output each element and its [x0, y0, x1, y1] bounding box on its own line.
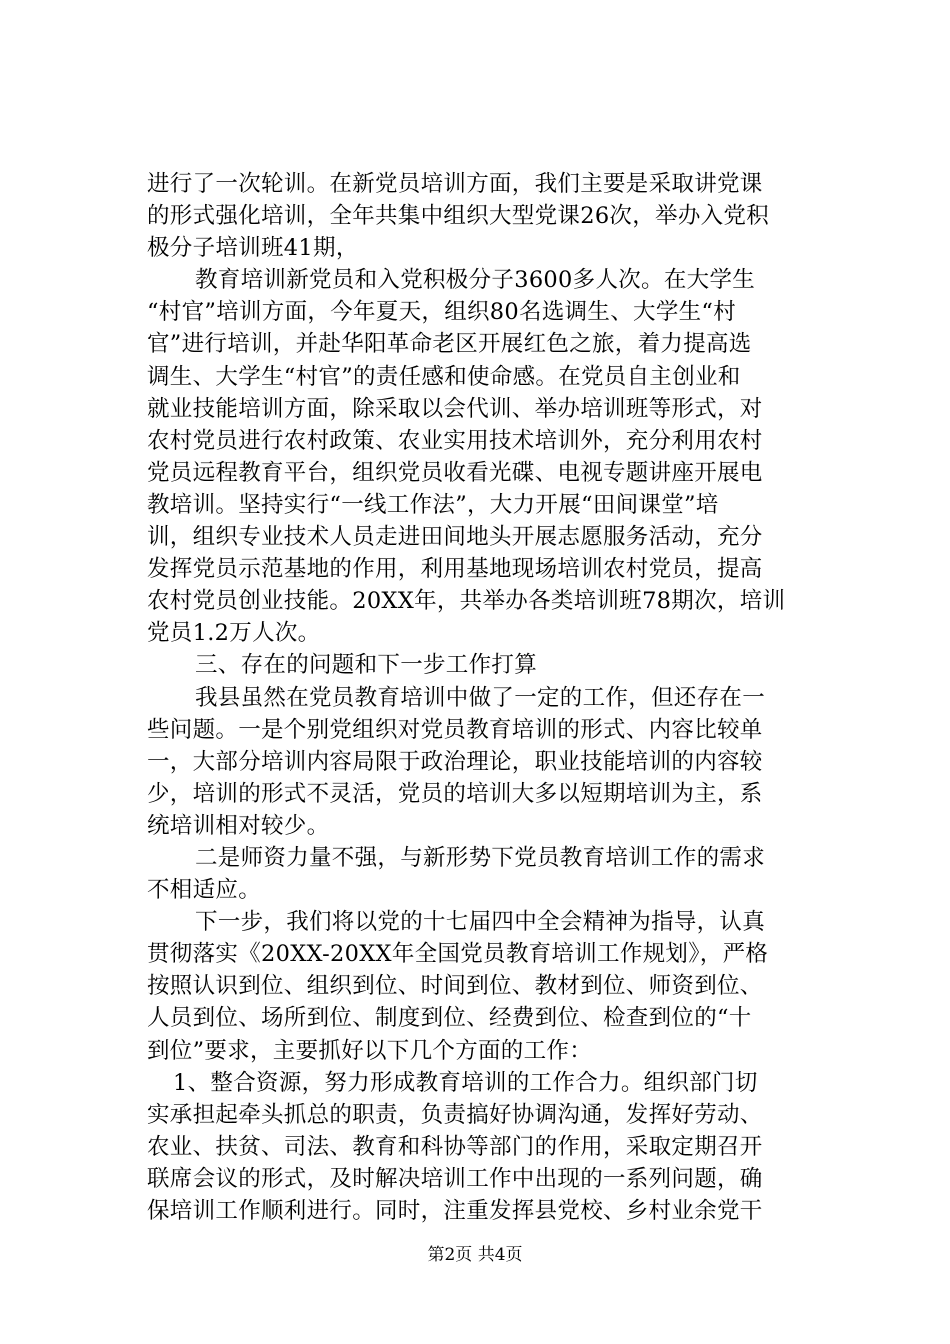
text-line: 发挥党员示范基地的作用，利用基地现场培训农村党员，提高 — [147, 556, 763, 583]
text-line: 官”进行培训，并赴华阳革命老区开展红色之旅，着力提高选 — [147, 331, 752, 358]
text-line: 贯彻落实《20XX-20XX年全国党员教育培训工作规划》，严格 — [147, 941, 769, 968]
text-line: “村官”培训方面，今年夏天，组织80名选调生、大学生“村 — [147, 299, 737, 326]
text-line: 的形式强化培训，全年共集中组织大型党课26次，举办入党积 — [147, 203, 770, 230]
text-line: 农村党员进行农村政策、农业实用技术培训外，充分利用农村 — [147, 427, 763, 454]
text-line: 保培训工作顺利进行。同时，注重发挥县党校、乡村业余党干 — [147, 1198, 763, 1224]
text-line: 党员远程教育平台，组织党员收看光碟、电视专题讲座开展电 — [147, 459, 763, 486]
text-line: 三、存在的问题和下一步工作打算 — [195, 652, 538, 679]
text-line: 不相适应。 — [147, 877, 262, 904]
text-line: 少，培训的形式不灵活，党员的培训大多以短期培训为主，系 — [147, 780, 763, 807]
text-line: 教育培训新党员和入党积极分子3600多人次。在大学生 — [195, 267, 756, 294]
text-line: 1、整合资源，努力形成教育培训的工作合力。组织部门切 — [173, 1069, 758, 1096]
text-line: 些问题。一是个别党组织对党员教育培训的形式、内容比较单 — [147, 716, 763, 743]
text-line: 我县虽然在党员教育培训中做了一定的工作，但还存在一 — [195, 684, 766, 711]
text-line: 一，大部分培训内容局限于政治理论，职业技能培训的内容较 — [147, 748, 763, 775]
text-line: 按照认识到位、组织到位、时间到位、教材到位、师资到位、 — [147, 973, 763, 1000]
text-line: 农业、扶贫、司法、教育和科协等部门的作用，采取定期召开 — [147, 1133, 763, 1160]
text-line: 训，组织专业技术人员走进田间地头开展志愿服务活动，充分 — [147, 524, 763, 551]
text-line: 就业技能培训方面，除采取以会代训、举办培训班等形式，对 — [147, 395, 763, 422]
page-footer: 第2页 共4页 — [427, 1245, 523, 1265]
text-line: 到位”要求，主要抓好以下几个方面的工作： — [147, 1037, 593, 1064]
text-line: 进行了一次轮训。在新党员培训方面，我们主要是采取讲党课 — [147, 171, 763, 197]
text-line: 联席会议的形式，及时解决培训工作中出现的一系列问题，确 — [147, 1165, 763, 1192]
text-line: 实承担起牵头抓总的职责，负责搞好协调沟通，发挥好劳动、 — [147, 1101, 763, 1128]
text-line: 教培训。坚持实行“一线工作法”，大力开展“田间课堂”培 — [147, 491, 719, 518]
text-line: 农村党员创业技能。20XX年，共举办各类培训班78期次，培训 — [147, 588, 786, 615]
text-line: 下一步，我们将以党的十七届四中全会精神为指导，认真 — [195, 909, 766, 936]
text-line: 调生、大学生“村官”的责任感和使命感。在党员自主创业和 — [147, 363, 741, 390]
text-line: 党员1.2万人次。 — [147, 620, 321, 647]
text-line: 极分子培训班41期， — [147, 235, 359, 262]
document-body — [147, 168, 815, 1227]
text-line: 二是师资力量不强，与新形势下党员教育培训工作的需求 — [195, 844, 766, 871]
text-line: 人员到位、场所到位、制度到位、经费到位、检查到位的“十 — [147, 1005, 752, 1032]
text-line: 统培训相对较少。 — [147, 812, 330, 839]
